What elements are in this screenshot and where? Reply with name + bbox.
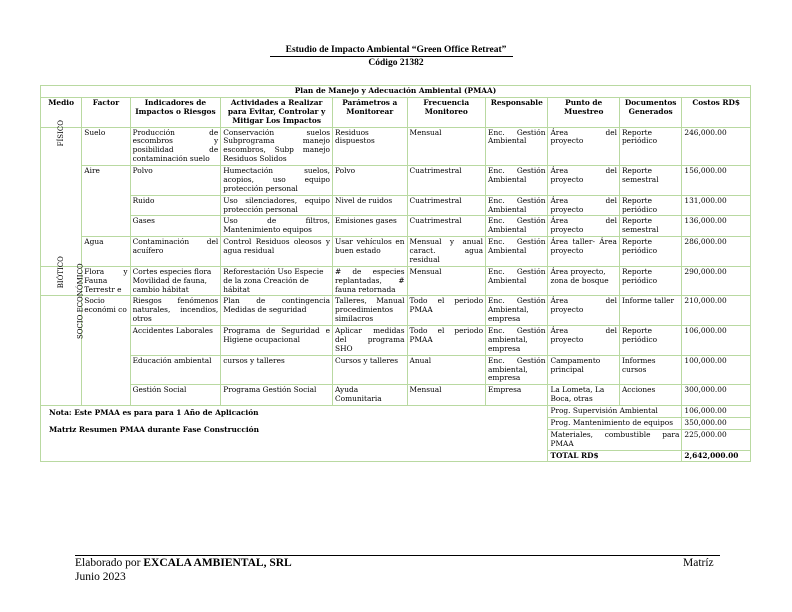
parametro-cell: # de especies replantadas, # fauna retornada (333, 266, 408, 296)
documento-cell: Reporte periódico (619, 237, 681, 267)
responsable-cell: Enc. Gestión Ambiental (486, 237, 548, 267)
responsable-cell: Enc. Gestión ambiental, empresa (486, 326, 548, 356)
column-header: Medio (41, 97, 82, 127)
table-row (41, 216, 751, 237)
costo-cell: 131,000.00 (682, 195, 751, 216)
total-label: TOTAL RD$ (548, 450, 682, 462)
frecuencia-cell: Cuatrimestral (407, 166, 486, 196)
indicador-cell: Gestión Social (130, 385, 221, 406)
indicador-cell: Gases (130, 216, 221, 237)
table-row (41, 266, 751, 296)
column-header: Costos RD$ (682, 97, 751, 127)
factor-cell: Aire (82, 166, 130, 237)
column-header: Actividades a Realizar para Evitar, Controlar y Mitigar Los Impactos (221, 97, 333, 127)
company-name: EXCALA AMBIENTAL, SRL (143, 557, 292, 569)
column-header: Factor (82, 97, 130, 127)
punto-cell: Área del proyecto (548, 195, 619, 216)
summary-label: Materiales, combustible para PMAA (548, 429, 682, 450)
column-header: Parámetros a Monitorear (333, 97, 408, 127)
responsable-cell: Enc. Gestión Ambiental (486, 166, 548, 196)
punto-cell: Área proyecto, zona de bosque (548, 266, 619, 296)
footer-date: Junio 2023 (75, 571, 126, 583)
parametro-cell: Cursos y talleres (333, 355, 408, 385)
parametro-cell: Residuos dispuestos (333, 127, 408, 166)
actividad-cell: Uso silenciadores, equipo protección personal (221, 195, 333, 216)
indicador-cell: Producción de escombros y posibilidad de contaminación suelo (130, 127, 221, 166)
note-text: Nota: Este PMAA es para para 1 Año de Aplicación (49, 408, 259, 417)
factor-cell: Agua (82, 237, 130, 267)
actividad-cell: cursos y talleres (221, 355, 333, 385)
indicador-cell: Riesgos fenómenos naturales, incendios, otros (130, 296, 221, 326)
documento-cell: Reporte semestral (619, 216, 681, 237)
documento-cell: Reporte periódico (619, 195, 681, 216)
notes-cell (41, 406, 548, 462)
footer-doc-label: Matríz (683, 557, 714, 569)
summary-label: Prog. Mantenimiento de equipos (548, 417, 682, 429)
column-header: Frecuencia Monitoreo (407, 97, 486, 127)
medio-label: FÍSICO (56, 119, 65, 146)
table-row (41, 237, 751, 267)
actividad-cell: Programa de Seguridad e Higiene ocupacional (221, 326, 333, 356)
costo-cell: 100,000.00 (682, 355, 751, 385)
document-title: Estudio de Impacto Ambiental “Green Office Retreat” (285, 45, 507, 55)
punto-cell: La Lometa, La Boca, otras (548, 385, 619, 406)
actividad-cell: Humectación suelos, acopios, uso equipo protección personal (221, 166, 333, 196)
costo-cell: 210,000.00 (682, 296, 751, 326)
punto-cell: Área del proyecto (548, 216, 619, 237)
actividad-cell: Conservación suelos Subprograma manejo escombros, Subp manejo Residuos Solidos (221, 127, 333, 166)
parametro-cell: Aplicar medidas del programa SHO (333, 326, 408, 356)
frecuencia-cell: Anual (407, 355, 486, 385)
medio-label: BIÓTICO (56, 255, 65, 289)
frecuencia-cell: Todo el periodo PMAA (407, 326, 486, 356)
table-row (41, 127, 751, 166)
header-divider (270, 56, 513, 57)
pmaa-table (40, 85, 751, 462)
factor-cell: Suelo (82, 127, 130, 166)
table-row (41, 195, 751, 216)
punto-cell: Área del proyecto (548, 296, 619, 326)
parametro-cell: Nivel de ruidos (333, 195, 408, 216)
actividad-cell: Uso de filtros, Mantenimiento equipos (221, 216, 333, 237)
frecuencia-cell: Mensual (407, 266, 486, 296)
indicador-cell: Polvo (130, 166, 221, 196)
frecuencia-cell: Cuatrimestral (407, 216, 486, 237)
costo-cell: 106,000.00 (682, 326, 751, 356)
punto-cell: Área taller- Área proyecto (548, 237, 619, 267)
actividad-cell: Control Residuos oleosos y agua residual (221, 237, 333, 267)
summary-cost: 225,000.00 (682, 429, 751, 450)
summary-cost: 350,000.00 (682, 417, 751, 429)
footer-divider (75, 555, 720, 556)
frecuencia-cell: Mensual y anual caract. agua residual (407, 237, 486, 267)
table-row (41, 355, 751, 385)
responsable-cell: Enc. Gestión Ambiental (486, 216, 548, 237)
footer-prepared-by (75, 557, 292, 569)
documento-cell: Informes cursos (619, 355, 681, 385)
indicador-cell: Cortes especies flora Movilidad de fauna, cambio hábitat (130, 266, 221, 296)
costo-cell: 300,000.00 (682, 385, 751, 406)
actividad-cell: Reforestación Uso Especie de la zona Creación de hábitat (221, 266, 333, 296)
total-cost: 2,642,000.00 (682, 450, 751, 462)
costo-cell: 156,000.00 (682, 166, 751, 196)
indicador-cell: Educación ambiental (130, 355, 221, 385)
responsable-cell: Enc. Gestión Ambiental, empresa (486, 296, 548, 326)
table-header-row (41, 97, 751, 127)
parametro-cell: Ayuda Comunitaria (333, 385, 408, 406)
parametro-cell: Emisiones gases (333, 216, 408, 237)
documento-cell: Acciones (619, 385, 681, 406)
punto-cell: Área del proyecto (548, 326, 619, 356)
parametro-cell: Usar vehículos en buen estado (333, 237, 408, 267)
responsable-cell: Enc. Gestión Ambiental (486, 195, 548, 216)
table-row (41, 296, 751, 326)
summary-label: Prog. Supervisión Ambiental (548, 406, 682, 418)
actividad-cell: Programa Gestión Social (221, 385, 333, 406)
medio-label: SOCIO ECONÓMICO (76, 263, 85, 340)
summary-cost: 106,000.00 (682, 406, 751, 418)
indicador-cell: Ruido (130, 195, 221, 216)
costo-cell: 246,000.00 (682, 127, 751, 166)
column-header: Punto de Muestreo (548, 97, 619, 127)
medio-cell-biotico (41, 255, 82, 296)
documento-cell: Reporte semestral (619, 166, 681, 196)
document-code: Código 21382 (368, 58, 424, 68)
table-title-row (41, 86, 751, 98)
factor-cell: Flora y Fauna Terrestr e (82, 266, 130, 296)
matrix-note: Matriz Resumen PMAA durante Fase Construcción (49, 424, 259, 434)
punto-cell: Área del proyecto (548, 127, 619, 166)
documento-cell: Informe taller (619, 296, 681, 326)
costo-cell: 136,000.00 (682, 216, 751, 237)
responsable-cell: Enc. Gestión ambiental, empresa (486, 355, 548, 385)
actividad-cell: Plan de contingencia Medidas de seguridad (221, 296, 333, 326)
summary-row (41, 406, 751, 418)
frecuencia-cell: Todo el periodo PMAA (407, 296, 486, 326)
costo-cell: 286,000.00 (682, 237, 751, 267)
costo-cell: 290,000.00 (682, 266, 751, 296)
punto-cell: Área del proyecto (548, 166, 619, 196)
indicador-cell: Contaminación del acuífero (130, 237, 221, 267)
table-row (41, 326, 751, 356)
factor-cell: Socio económi co (82, 296, 130, 406)
documento-cell: Reporte periódico (619, 326, 681, 356)
prepared-label: Elaborado por (75, 557, 141, 569)
frecuencia-cell: Mensual (407, 385, 486, 406)
frecuencia-cell: Cuatrimestral (407, 195, 486, 216)
documento-cell: Reporte periódico (619, 266, 681, 296)
table-row (41, 385, 751, 406)
responsable-cell: Empresa (486, 385, 548, 406)
parametro-cell: Talleres, Manual procedimientos similacros (333, 296, 408, 326)
documento-cell: Reporte periódico (619, 127, 681, 166)
indicador-cell: Accidentes Laborales (130, 326, 221, 356)
frecuencia-cell: Mensual (407, 127, 486, 166)
responsable-cell: Enc. Gestión Ambiental (486, 127, 548, 166)
punto-cell: Campamento principal (548, 355, 619, 385)
table-row (41, 166, 751, 196)
table-title: Plan de Manejo y Adecuación Ambiental (PMAA) (41, 86, 751, 98)
column-header: Indicadores de Impactos o Riesgos (130, 97, 221, 127)
column-header: Documentos Generados (619, 97, 681, 127)
parametro-cell: Polvo (333, 166, 408, 196)
column-header: Responsable (486, 97, 548, 127)
responsable-cell: Enc. Gestión Ambiental (486, 266, 548, 296)
medio-cell-fisico (41, 119, 82, 266)
